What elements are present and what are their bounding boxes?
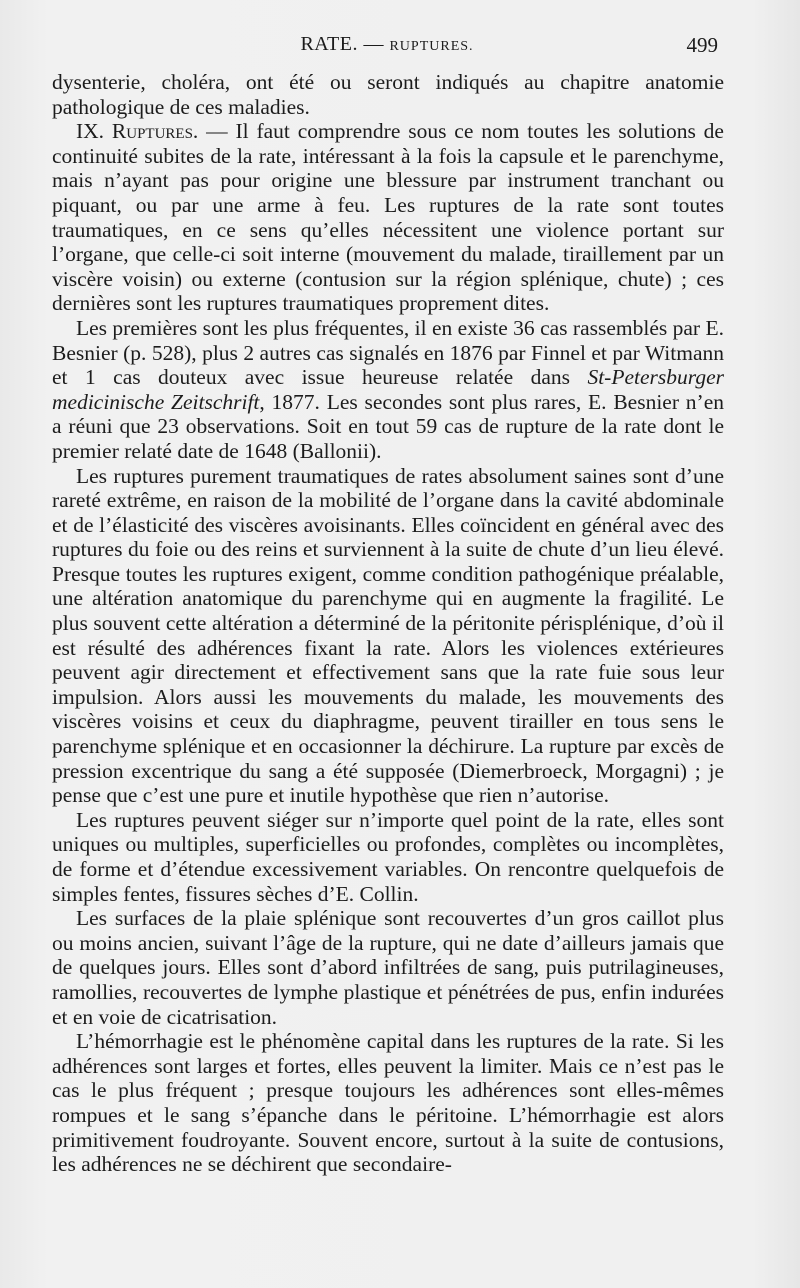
- running-head-separator: —: [357, 33, 390, 55]
- paragraph-text: L’hémorrhagie est le phénomène capital dans les ruptures de la rate. Si les adhérences sont larges et fortes, elles peuvent la limiter. Mais ce n’est pas le cas le plus fréquent ; presque toujours les adhérences sont elles-mêmes rompues et le sang s’épanche dans le péritoine. L’hémorrhagie est alors primitivement foudroyante. Souvent encore, surtout à la suite de contusions, les adhérences ne se déchirent que secondaire-: [52, 1029, 724, 1177]
- running-head-section: RUPTURES.: [389, 39, 474, 54]
- running-head-title: RATE.: [300, 33, 358, 55]
- page-header: [52, 33, 722, 59]
- paragraph-text: , 1877. Les secondes sont plus rares, E. Besnier n’en a réuni que 23 observations. Soit en tout 59 cas de rupture de la rate dont le premier relaté date de 1648 (Ballonii).: [52, 389, 724, 463]
- section-label: IX. Ruptures.: [76, 119, 199, 144]
- paragraph-text: — Il faut comprendre sous ce nom toutes les solutions de continuité subites de la rate, intéressant à la fois la capsule et le parenchyme, mais n’ayant pas pour origine une blessure par instrument tranchant ou piquant, ou par une arme à feu. Les ruptures de la rate sont toutes traumatiques, en ce sens qu’elles nécessitent une violence portant sur l’organe, que celle-ci soit interne (mouvement du malade, tiraillement par un viscère voisin) ou externe (contusion sur la région splénique, chute) ; ces dernières sont les ruptures traumatiques proprement dites.: [52, 119, 724, 316]
- paragraph-text: Les surfaces de la plaie splénique sont recouvertes d’un gros caillot plus ou moins ancien, suivant l’âge de la rupture, qui ne date d’ailleurs jamais que de quelques jours. Elles sont d’abord infiltrées de sang, puis putrilagineuses, ramollies, recouvertes de lymphe plastique et pénétrées de pus, enfin indurées et en voie de cicatrisation.: [52, 906, 724, 1029]
- journal-title: St-Petersburger medicinische Zeitschrift: [52, 365, 724, 414]
- paragraph-continuation: [52, 70, 724, 119]
- paragraph-hemorrhage: [52, 1029, 724, 1177]
- paragraph-text: Les ruptures purement traumatiques de rates absolument saines sont d’une rareté extrême, en raison de la mobilité de l’organe dans la cavité abdominale et de l’élasticité des viscères avoisinants. Elles coïncident en général avec des ruptures du foie ou des reins et surviennent à la suite de chute d’un lieu élevé. Presque toutes les ruptures exigent, comme condition pathogénique préalable, une altération anatomique du parenchyme qui en augmente la fragilité. Le plus souvent cette altération a déterminé de la péritonite périsplénique, d’où il est résulté des adhérences fixant la rate. Alors les violences extérieures peuvent agir directement et effectivement sans que la rate fuie sous leur impulsion. Alors aussi les mouvements du malade, les mouvements des viscères voisins et ceux du diaphragme, peuvent tirailler en tous sens le parenchyme splénique et en occasionner la déchirure. La rupture par excès de pression excentrique du sang a été supposée (Diemerbroeck, Morgagni) ; je pense que c’est une pure et inutile hypothèse que rien n’autorise.: [52, 463, 724, 808]
- paragraph-text: Les ruptures peuvent siéger sur n’importe quel point de la rate, elles sont uniques ou multiples, superficielles ou profondes, complètes ou incomplètes, de forme et d’étendue excessivement variables. On rencontre quelquefois de simples fentes, fissures sèches d’E. Collin.: [52, 807, 724, 906]
- body-text: [52, 70, 724, 1177]
- paragraph-statistics: [52, 316, 724, 464]
- paragraph-pathogeny: [52, 464, 724, 808]
- paragraph-location: [52, 808, 724, 906]
- page-number: 499: [686, 33, 718, 57]
- paragraph-text: dysenterie, choléra, ont été ou seront indiqués au chapitre anatomie pathologique de ces maladies.: [52, 70, 724, 119]
- paragraph-surfaces: [52, 906, 724, 1029]
- paragraph-text: Les premières sont les plus fréquentes, il en existe 36 cas rassemblés par E. Besnier (p. 528), plus 2 autres cas signalés en 1876 par Finnel et par Witmann et 1 cas douteux avec issue heureuse relatée dans: [52, 315, 724, 390]
- paragraph-ruptures: [52, 119, 724, 316]
- running-head: [52, 33, 722, 56]
